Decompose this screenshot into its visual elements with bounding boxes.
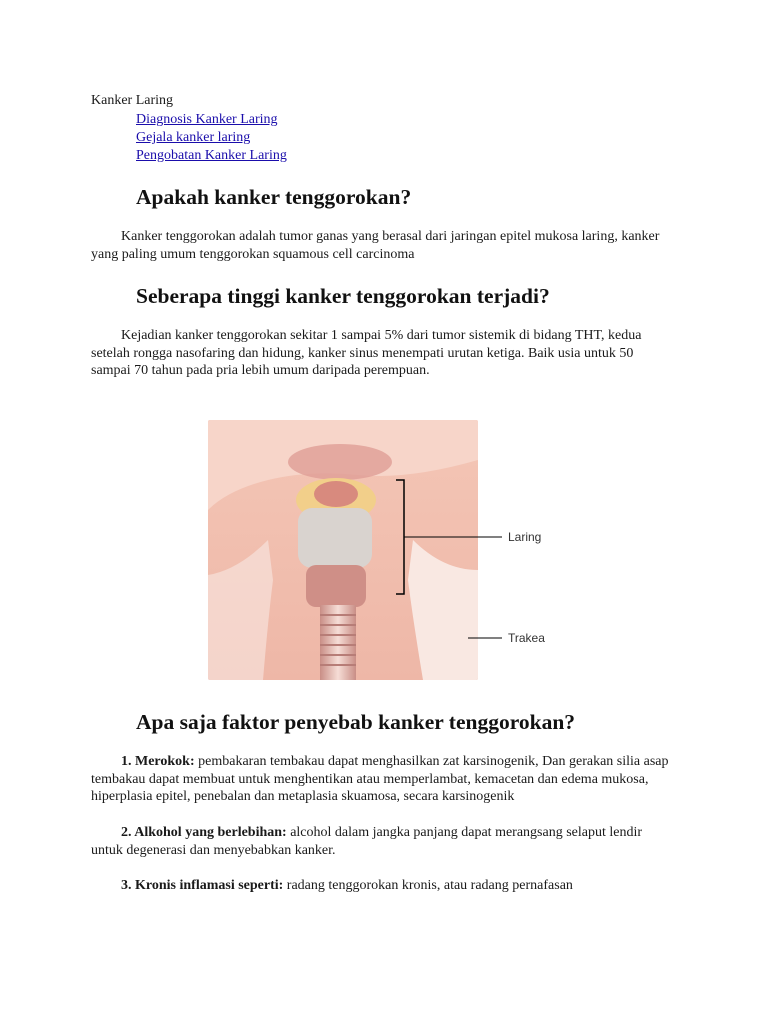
factor-title: 3. Kronis inflamasi seperti:: [121, 878, 284, 893]
heading-seberapa: Seberapa tinggi kanker tenggorokan terjadi?: [136, 284, 550, 308]
factor-text: pembakaran tembakau dapat menghasilkan zat karsinogenik, Dan gerakan silia asap tembakau dapat membuat untuk menghentikan atau memperlambat, kemacetan dan edema mukosa, hiperplasia epitel, penebalan dan metaplasia skuamosa, secara karsinogenik: [91, 754, 669, 804]
table-of-contents: [136, 111, 287, 165]
factor-item: [91, 824, 671, 859]
toc-link-pengobatan[interactable]: Pengobatan Kanker Laring: [136, 148, 287, 163]
factor-title: 2. Alkohol yang berlebihan:: [121, 825, 287, 840]
toc-link-diagnosis[interactable]: Diagnosis Kanker Laring: [136, 112, 278, 127]
paragraph-incidence-text: Kejadian kanker tenggorokan sekitar 1 sampai 5% dari tumor sistemik di bidang THT, kedua setelah rongga nasofaring dan hidung, kanker sinus menempati urutan ketiga. Baik usia untuk 50 sampai 70 tahun pada pria lebih umum daripada perempuan.: [91, 328, 642, 378]
label-laring: Laring: [508, 530, 542, 544]
heading-faktor: Apa saja faktor penyebab kanker tenggorokan?: [136, 710, 576, 734]
heading-apakah: Apakah kanker tenggorokan?: [136, 185, 412, 209]
document-title: Kanker Laring: [91, 93, 174, 108]
figure-callout-lines: [388, 478, 508, 658]
factor-item: [91, 753, 671, 806]
paragraph-definition: [91, 228, 671, 263]
paragraph-incidence: [91, 327, 671, 380]
factor-title: 1. Merokok:: [121, 754, 195, 769]
factor-text: radang tenggorokan kronis, atau radang pernafasan: [286, 878, 573, 893]
toc-link-gejala[interactable]: Gejala kanker laring: [136, 130, 251, 145]
paragraph-definition-text: Kanker tenggorokan adalah tumor ganas yang berasal dari jaringan epitel mukosa laring, kanker yang paling umum tenggorokan squamous cell carcinoma: [91, 229, 660, 262]
label-trakea: Trakea: [508, 631, 545, 645]
larynx-illustration: [208, 420, 552, 680]
factor-text: alcohol dalam jangka panjang dapat merangsang selaput lendir untuk degenerasi dan menyebabkan kanker.: [91, 825, 643, 858]
factor-item: [91, 877, 671, 895]
